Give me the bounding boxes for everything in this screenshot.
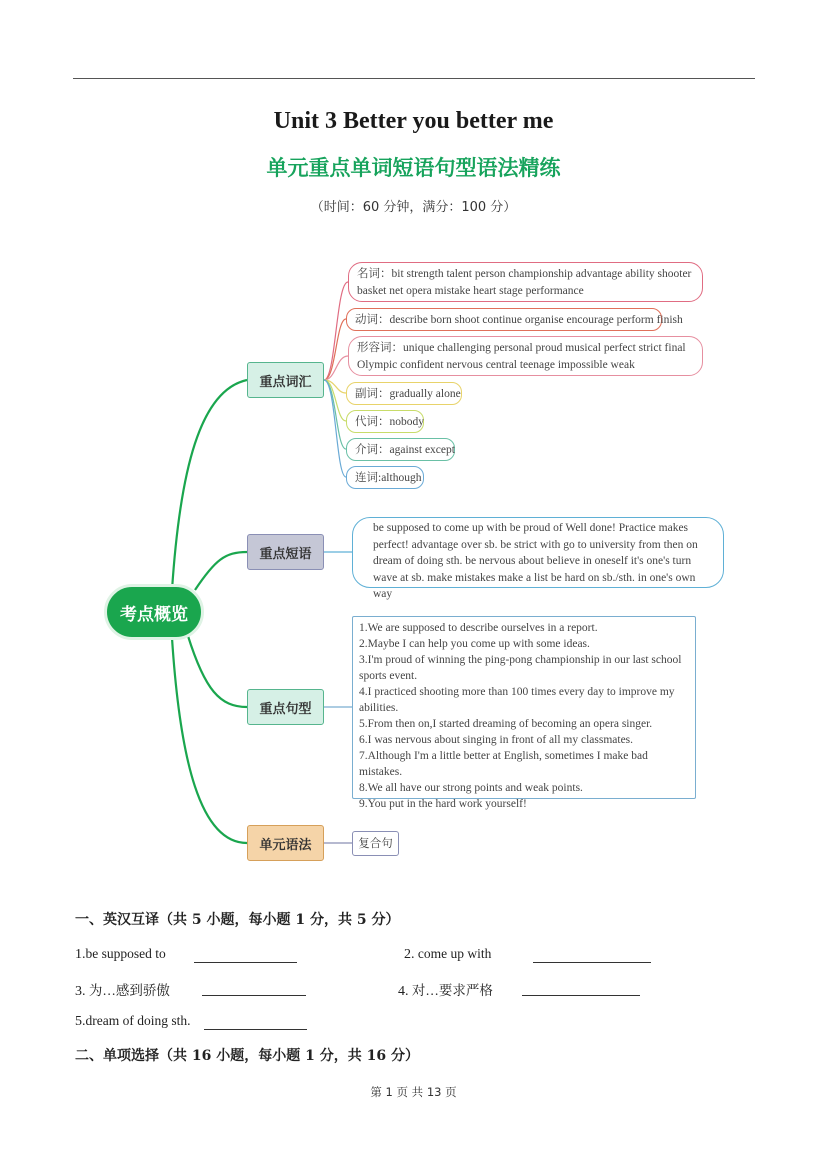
page-title: Unit 3 Better you better me	[273, 108, 554, 134]
question-4	[398, 979, 493, 1000]
sentence-item: 5.From then on,I started dreaming of becoming an opera singer.	[359, 718, 653, 730]
question-1-text: be supposed to	[85, 946, 166, 961]
question-3	[75, 979, 170, 1000]
leaf-pronouns: 代词：nobody	[346, 410, 424, 433]
mindmap-root: 考点概览	[104, 584, 204, 640]
leaf-phrases: be supposed to come up with be proud of Well done! Practice makes perfect! advantage over sb. be strict with go to university from then on dream of doing sth. be nervous about believe in oneself it's one's turn wave at sb. make mistakes make a list be hard on sb./sth. in one's own way	[352, 517, 724, 588]
answer-blank-2[interactable]	[533, 962, 651, 963]
question-3-number: 3.	[75, 984, 86, 999]
question-2-text: come up with	[417, 946, 492, 961]
leaf-adjectives-line1: 形容词：unique challenging personal proud musical perfect strict final	[357, 342, 686, 354]
leaf-adverbs: 副词：gradually alone	[346, 382, 462, 405]
leaf-nouns	[348, 262, 703, 302]
question-3-text: 为…感到骄傲	[88, 983, 170, 998]
page-footer: 第 1 页 共 13 页	[370, 1085, 457, 1099]
leaf-grammar: 复合句	[352, 831, 399, 856]
leaf-nouns-line1: 名词：bit strength talent person championship advantage ability shooter	[357, 268, 692, 280]
question-1-number: 1.	[75, 947, 86, 962]
answer-blank-1[interactable]	[194, 962, 297, 963]
leaf-prepositions: 介词：against except	[346, 438, 455, 461]
sentence-item: 7.Although I'm a little better at English, sometimes I make bad mistakes.	[359, 750, 648, 778]
sentence-item: 4.I practiced shooting more than 100 times every day to improve my abilities.	[359, 686, 675, 714]
sentence-item: 2.Maybe I can help you come up with some ideas.	[359, 638, 590, 650]
answer-blank-3[interactable]	[202, 995, 306, 996]
answer-blank-5[interactable]	[204, 1029, 307, 1030]
leaf-verbs: 动词：describe born shoot continue organise encourage perform finish	[346, 308, 662, 331]
branch-grammar: 单元语法	[247, 825, 324, 861]
sentence-item: 3.I'm proud of winning the ping-pong championship in our last school sports event.	[359, 654, 682, 682]
sentence-item: 8.We all have our strong points and weak points.	[359, 782, 583, 794]
question-2	[404, 946, 491, 963]
leaf-adjectives-line2: Olympic confident nervous central teenage impossible weak	[357, 359, 635, 371]
sentence-item: 9.You put in the hard work yourself!	[359, 798, 527, 810]
branch-sentences: 重点句型	[247, 689, 324, 725]
connector-phrases	[195, 552, 247, 590]
connector-grammar	[172, 638, 247, 843]
page-subtitle: 单元重点单词短语句型语法精练	[266, 156, 561, 180]
branch-vocab: 重点词汇	[247, 362, 324, 398]
question-5-text: dream of doing sth.	[85, 1013, 191, 1028]
question-5	[75, 1013, 190, 1030]
leaf-nouns-line2: basket net opera mistake heart stage performance	[357, 285, 584, 297]
leaf-sentences	[352, 616, 696, 810]
leaf-adjectives	[348, 336, 703, 376]
question-1	[75, 946, 166, 963]
leaf-conjunctions: 连词:although	[346, 466, 424, 489]
sentence-item: 1.We are supposed to describe ourselves in a report.	[359, 622, 598, 634]
question-2-number: 2.	[404, 947, 415, 962]
branch-phrases: 重点短语	[247, 534, 324, 570]
connector-sentences	[188, 636, 247, 707]
sentence-item: 6.I was nervous about singing in front of all my classmates.	[359, 734, 634, 746]
answer-blank-4[interactable]	[522, 995, 640, 996]
connector-vocab	[172, 380, 247, 590]
question-4-text: 对…要求严格	[411, 983, 493, 998]
question-5-number: 5.	[75, 1014, 86, 1029]
section2-heading: 二、单项选择（共 16 小题，每小题 1 分，共 16 分）	[75, 1048, 419, 1064]
time-note: （时间：60 分钟，满分：100 分）	[310, 200, 517, 215]
question-4-number: 4.	[398, 984, 409, 999]
section1-heading: 一、英汉互译（共 5 小题，每小题 1 分，共 5 分）	[75, 912, 400, 928]
